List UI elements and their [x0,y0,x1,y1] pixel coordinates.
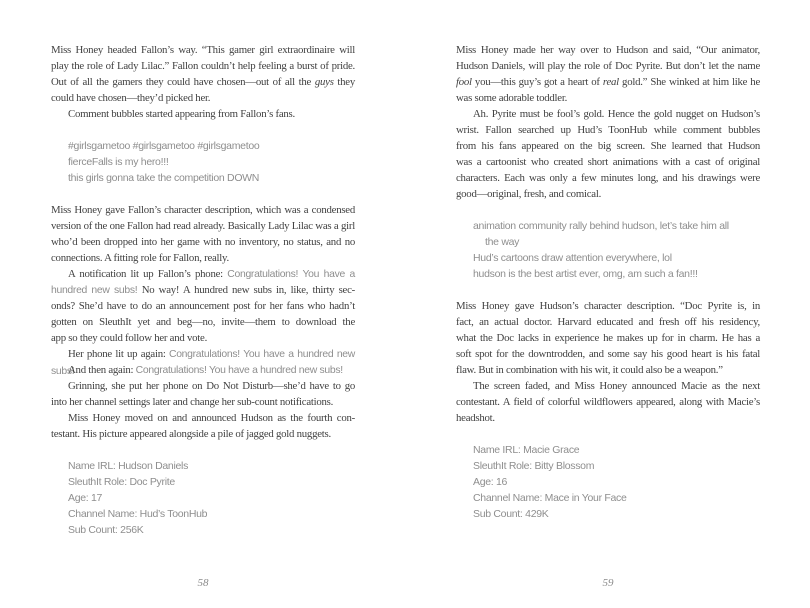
text-line [51,218,355,234]
body-text: The screen faded, and Miss Honey announced Macie as the next [473,380,760,392]
body-text: guys [314,76,334,88]
body-text: testant. His picture appeared alongside a pile of jagged gold nuggets. [51,428,331,440]
text-line [456,346,760,362]
body-text: Miss Honey gave Hudson’s character description. “Doc Pyrite is, in [456,300,760,312]
body-text: Ah. Pyrite must be fool’s gold. Hence the gold nugget on Hudson’s [473,108,760,120]
text-line [51,282,355,298]
paragraph [51,266,355,346]
body-text: gotten on SleuthIt yet and beg—no, invite—them to download the [51,316,355,328]
body-text: Miss Honey made her way over to Hudson and said, “Our animator, [456,44,760,56]
stat-line: Age: 17 [68,492,103,504]
stat-line: Sub Count: 256K [68,524,144,536]
body-text: Out of all the gamers they could have chosen—out of all the [51,76,315,88]
body-text: could have chosen—they’d picked her. [51,92,211,104]
stat-line: Age: 16 [473,476,508,488]
body-text: was a cartoonist who created short animations with a cast of original [456,156,760,168]
body-text: Miss Honey headed Fallon’s way. “This gamer girl extraordinaire will [51,44,355,56]
body-text: was some adorable toddler. [456,92,568,104]
text-line [51,362,355,378]
body-text: gold.” She winked at him like he [618,76,760,88]
text-line [456,186,760,202]
chat-line: #girlsgametoo #girlsgametoo #girlsgametoo [68,140,260,152]
text-line [456,410,760,426]
chat-line: the way [485,236,520,248]
contestant-stats-block [456,442,760,522]
page-number: 58 [197,577,209,589]
contestant-stats-block [51,458,355,538]
chat-line: Hud’s cartoons draw attention everywhere, lol [473,252,672,264]
body-text: who’d been dropped into her game with no inventory, no status, and no [51,236,355,248]
notification-text: hundred new subs! [51,285,142,296]
paragraph [51,410,355,442]
text-line [456,42,760,58]
stat-line: Channel Name: Hud’s ToonHub [68,508,208,520]
stat-line: Name IRL: Hudson Daniels [68,460,189,472]
body-text: they [333,76,355,88]
text-line [51,234,355,250]
body-text: real [602,76,619,88]
text-line [51,394,355,410]
text-line [456,90,760,106]
body-text: And then again: [68,364,136,376]
notification-text: Congratulations! You have a [227,269,355,280]
paragraph [51,106,355,122]
text-line [51,410,355,426]
text-line [51,378,355,394]
stat-line: Channel Name: Mace in Your Face [473,492,627,504]
body-text: fool [456,76,472,88]
body-text: Grinning, she put her phone on Do Not Disturb—she’d have to go [68,380,355,392]
notification-text: Congratulations! You have a hundred new subs! [135,365,343,376]
body-text: flaw. But in combination with his wit, it could also be a weapon.” [456,364,723,376]
chat-comments-block [456,218,760,282]
text-line [456,362,760,378]
text-line [51,42,355,58]
body-text: Miss Honey gave Fallon’s character description, which was a condensed [51,204,355,216]
chat-line: animation community rally behind hudson, let’s take him all [473,220,729,232]
right-page [456,0,760,608]
paragraph [51,202,355,266]
text-line [51,202,355,218]
text-line [456,170,760,186]
text-line [51,58,355,74]
page-text [51,42,355,538]
paragraph [456,378,760,426]
stat-line: Name IRL: Macie Grace [473,444,580,456]
chat-line: this girls gonna take the competition DOWN [68,172,260,184]
body-text: soft spot for the downtrodden, and some say his good heart is his fatal [456,348,760,360]
text-line [456,394,760,410]
text-line [456,138,760,154]
text-line [51,426,355,442]
chat-line: hudson is the best artist ever, omg, am such a fan!!! [473,268,698,280]
text-line [456,330,760,346]
body-text: fact, an actual doctor. Harvard educated and fresh off his residency, [456,316,760,328]
body-text: from his fans appeared on the big screen. She learned that Hudson [456,140,760,152]
body-text: headshot. [456,412,495,424]
paragraph [456,42,760,106]
body-text: Her phone lit up again: [68,348,169,360]
body-text: app so they could follow her and vote. [51,332,208,344]
text-line [51,266,355,282]
left-page [51,0,355,608]
stat-line: SleuthIt Role: Bitty Blossom [473,460,595,472]
text-line [456,74,760,90]
body-text: characters. Each was only a few minutes long, and his drawings were [456,172,760,184]
body-text: you—this guy’s got a heart of [471,76,603,88]
paragraph [51,378,355,410]
text-line [456,122,760,138]
body-text: onds? She’d have to do an announcement post for her fans who hadn’t [51,300,355,312]
paragraph [51,362,355,378]
text-line [51,314,355,330]
stat-line: SleuthIt Role: Doc Pyrite [68,476,175,488]
paragraph [456,298,760,378]
body-text: Miss Honey moved on and announced Hudson as the fourth con- [68,412,355,424]
page-text [456,42,760,522]
stat-line: Sub Count: 429K [473,508,549,520]
body-text: Hudson Daniels, will play the role of Doc Pyrite. But don’t let the name [456,60,760,72]
text-line [51,330,355,346]
body-text: into her channel settings later and change her sub-count notifications. [51,396,334,408]
text-line [51,298,355,314]
text-line [456,314,760,330]
body-text: play the role of Lady Lilac.” Fallon couldn’t help feeling a burst of pride. [51,60,355,72]
text-line [51,106,355,122]
page-number: 59 [602,577,614,589]
body-text: contestant. A field of colorful wildflowers appeared, along with Macie’s [456,396,760,408]
chat-comments-block [51,138,355,186]
body-text: No way! A hundred new subs in, like, thirty sec- [141,284,355,296]
body-text: Comment bubbles started appearing from Fallon’s fans. [68,108,295,120]
text-line [456,378,760,394]
body-text: good—original, fresh, and comical. [456,188,602,200]
body-text: version of the one Fallon had read already. Basically Lady Lilac was a girl [51,220,355,232]
text-line [456,106,760,122]
body-text: wrist. Fallon searched up Hud’s ToonHub while comment bubbles [456,124,760,136]
text-line [456,58,760,74]
paragraph [456,106,760,202]
body-text: connections. A fitting role for Fallon, really. [51,252,229,264]
body-text: A notification lit up Fallon’s phone: [68,268,228,280]
text-line [51,74,355,90]
text-line [51,90,355,106]
text-line [456,298,760,314]
text-line [456,154,760,170]
body-text: what the Doc lacks in experience he makes up for in charm. He has a [456,332,760,344]
paragraph [51,42,355,106]
notification-text: Congratulations! You have a hundred new subs! [51,349,355,377]
chat-line: fierceFalls is my hero!!! [68,156,169,168]
text-line [51,250,355,266]
